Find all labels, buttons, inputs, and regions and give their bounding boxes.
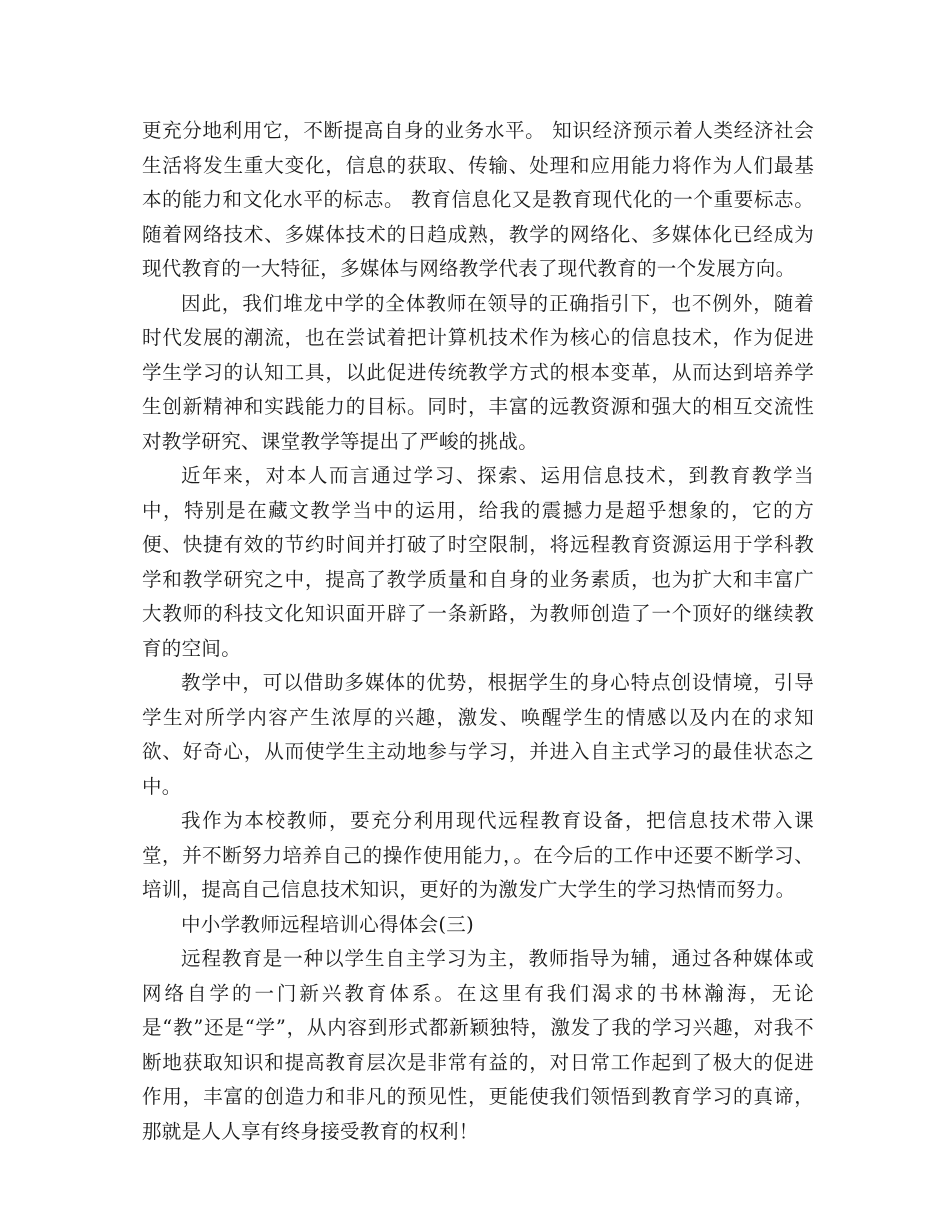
document-page — [142, 114, 814, 1149]
paragraph-multimedia-teaching: 教学中，可以借助多媒体的优势，根据学生的身心特点创设情境，引导学生对所学内容产生浓厚的兴趣，激发、唤醒学生的情感以及内在的求知欲、好奇心，从而使学生主动地参与学习，并进入自主式学习的最佳状态之中。 — [142, 671, 814, 798]
section-heading: 中小学教师远程培训心得体会(三) — [181, 912, 475, 936]
paragraph-recent-years: 近年来，对本人而言通过学习、探索、运用信息技术，到教育教学当中，特别是在藏文教学当中的运用，给我的震撼力是超乎想象的，它的方便、快捷有效的节约时间并打破了时空限制，将远程教育资源运用于学科教学和教学研究之中，提高了教学质量和自身的业务素质，也为扩大和丰富广大教师的科技文化知识面开辟了一条新路，为教师创造了一个顶好的继续教育的空间。 — [142, 464, 814, 660]
paragraph-personal-commitment: 我作为本校教师，要充分利用现代远程教育设备，把信息技术带入课堂，并不断努力培养自己的操作使用能力，。在今后的工作中还要不断学习、培训，提高自己信息技术知识，更好的为激发广大学生的学习热情而努力。 — [142, 809, 814, 901]
paragraph-intro: 更充分地利用它，不断提高自身的业务水平。 知识经济预示着人类经济社会生活将发生重大变化，信息的获取、传输、处理和应用能力将作为人们最基本的能力和文化水平的标志。 教育信息化又是教育现代化的一个重要标志。随着网络技术、多媒体技术的日趋成熟，教学的网络化、多媒体化已经成为现代教育的一大特征，多媒体与网络教学代表了现代教育的一个发展方向。 — [142, 119, 814, 280]
paragraph-distance-education: 远程教育是一种以学生自主学习为主，教师指导为辅，通过各种媒体或网络自学的一门新兴教育体系。在这里有我们渴求的书林瀚海，无论是“教”还是“学”，从内容到形式都新颖独特，激发了我的学习兴趣，对我不断地获取知识和提高教育层次是非常有益的，对日常工作起到了极大的促进作用，丰富的创造力和非凡的预见性，更能使我们领悟到教育学习的真谛，那就是人人享有终身接受教育的权利！ — [142, 947, 814, 1143]
paragraph-school-teachers: 因此，我们堆龙中学的全体教师在领导的正确指引下，也不例外，随着时代发展的潮流，也在尝试着把计算机技术作为核心的信息技术，作为促进学生学习的认知工具，以此促进传统教学方式的根本变革，从而达到培养学生创新精神和实践能力的目标。同时，丰富的远教资源和强大的相互交流性对教学研究、课堂教学等提出了严峻的挑战。 — [142, 291, 814, 453]
